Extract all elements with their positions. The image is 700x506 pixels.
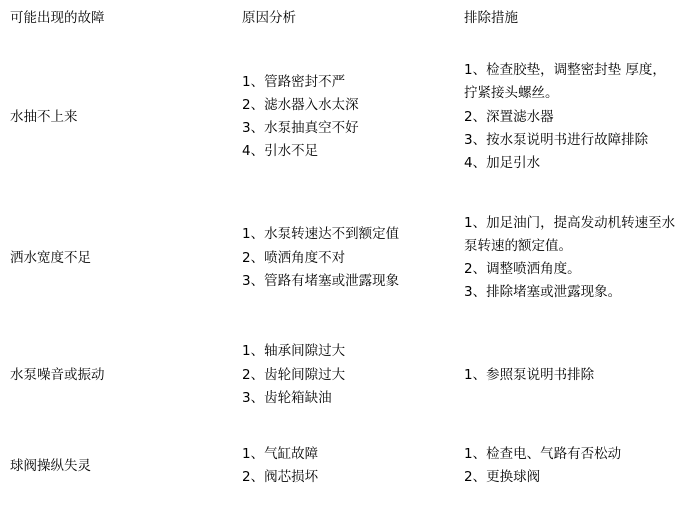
fix-list — [464, 212, 694, 305]
fix-list — [464, 364, 694, 387]
cause-list — [242, 340, 448, 410]
cause-line: 3、齿轮箱缺油 — [242, 389, 332, 406]
fix-line: 3、排除堵塞或泄露现象。 — [464, 284, 622, 301]
fix-line: 1、检查胶垫，调整密封垫 厚度， — [464, 62, 666, 79]
cause-line: 2、喷洒角度不对 — [242, 249, 346, 266]
column-header-cause: 原因分析 — [242, 10, 296, 26]
cause-line: 1、管路密封不严 — [242, 73, 346, 90]
fix-line: 2、更换球阀 — [464, 469, 541, 486]
cell-fault: 洒水宽度不足 — [10, 249, 91, 266]
cause-line: 2、齿轮间隙过大 — [242, 366, 346, 383]
cause-list — [242, 71, 448, 164]
cell-fix — [454, 324, 700, 426]
cell-fault: 水泵噪音或振动 — [10, 366, 105, 383]
table-header — [0, 0, 700, 40]
cause-line: 3、水泵抽真空不好 — [242, 120, 359, 137]
cell-cause — [232, 426, 454, 506]
cell-cause — [232, 40, 454, 192]
fix-line: 泵转速的额定值。 — [464, 238, 572, 255]
cause-line: 1、气缸故障 — [242, 446, 319, 463]
cause-line: 1、轴承间隙过大 — [242, 343, 346, 360]
cell-fix — [454, 40, 700, 192]
fix-list — [464, 443, 694, 489]
table-row — [0, 426, 700, 506]
table-header-row — [0, 0, 700, 40]
cell-fault: 水抽不上来 — [10, 108, 78, 125]
fix-line: 4、加足引水 — [464, 155, 541, 172]
column-header-fix: 排除措施 — [464, 10, 518, 26]
table-row — [0, 40, 700, 192]
fix-line: 2、深置滤水器 — [464, 108, 554, 125]
cause-line: 1、水泵转速达不到额定值 — [242, 226, 400, 243]
cell-cause — [232, 192, 454, 324]
fix-line: 3、按水泵说明书进行故障排除 — [464, 131, 649, 148]
cause-line: 2、阀芯损坏 — [242, 469, 319, 486]
fix-line: 1、加足油门，提高发动机转速至水 — [464, 214, 676, 231]
table-body — [0, 40, 700, 506]
cause-list — [242, 443, 448, 489]
cell-cause — [232, 324, 454, 426]
cell-fix — [454, 426, 700, 506]
cause-line: 4、引水不足 — [242, 143, 319, 160]
fix-list — [464, 59, 694, 175]
cause-list — [242, 223, 448, 293]
fix-line: 2、调整喷洒角度。 — [464, 261, 581, 278]
fix-line: 1、参照泵说明书排除 — [464, 366, 595, 383]
cell-fault: 球阀操纵失灵 — [10, 457, 91, 474]
cause-line: 2、滤水器入水太深 — [242, 97, 359, 114]
cause-line: 3、管路有堵塞或泄露现象 — [242, 272, 400, 289]
cell-fix — [454, 192, 700, 324]
fix-line: 1、检查电、气路有否松动 — [464, 446, 622, 463]
table-row — [0, 192, 700, 324]
fix-line: 拧紧接头螺丝。 — [464, 85, 559, 102]
column-header-fault: 可能出现的故障 — [10, 10, 105, 26]
table-row — [0, 324, 700, 426]
